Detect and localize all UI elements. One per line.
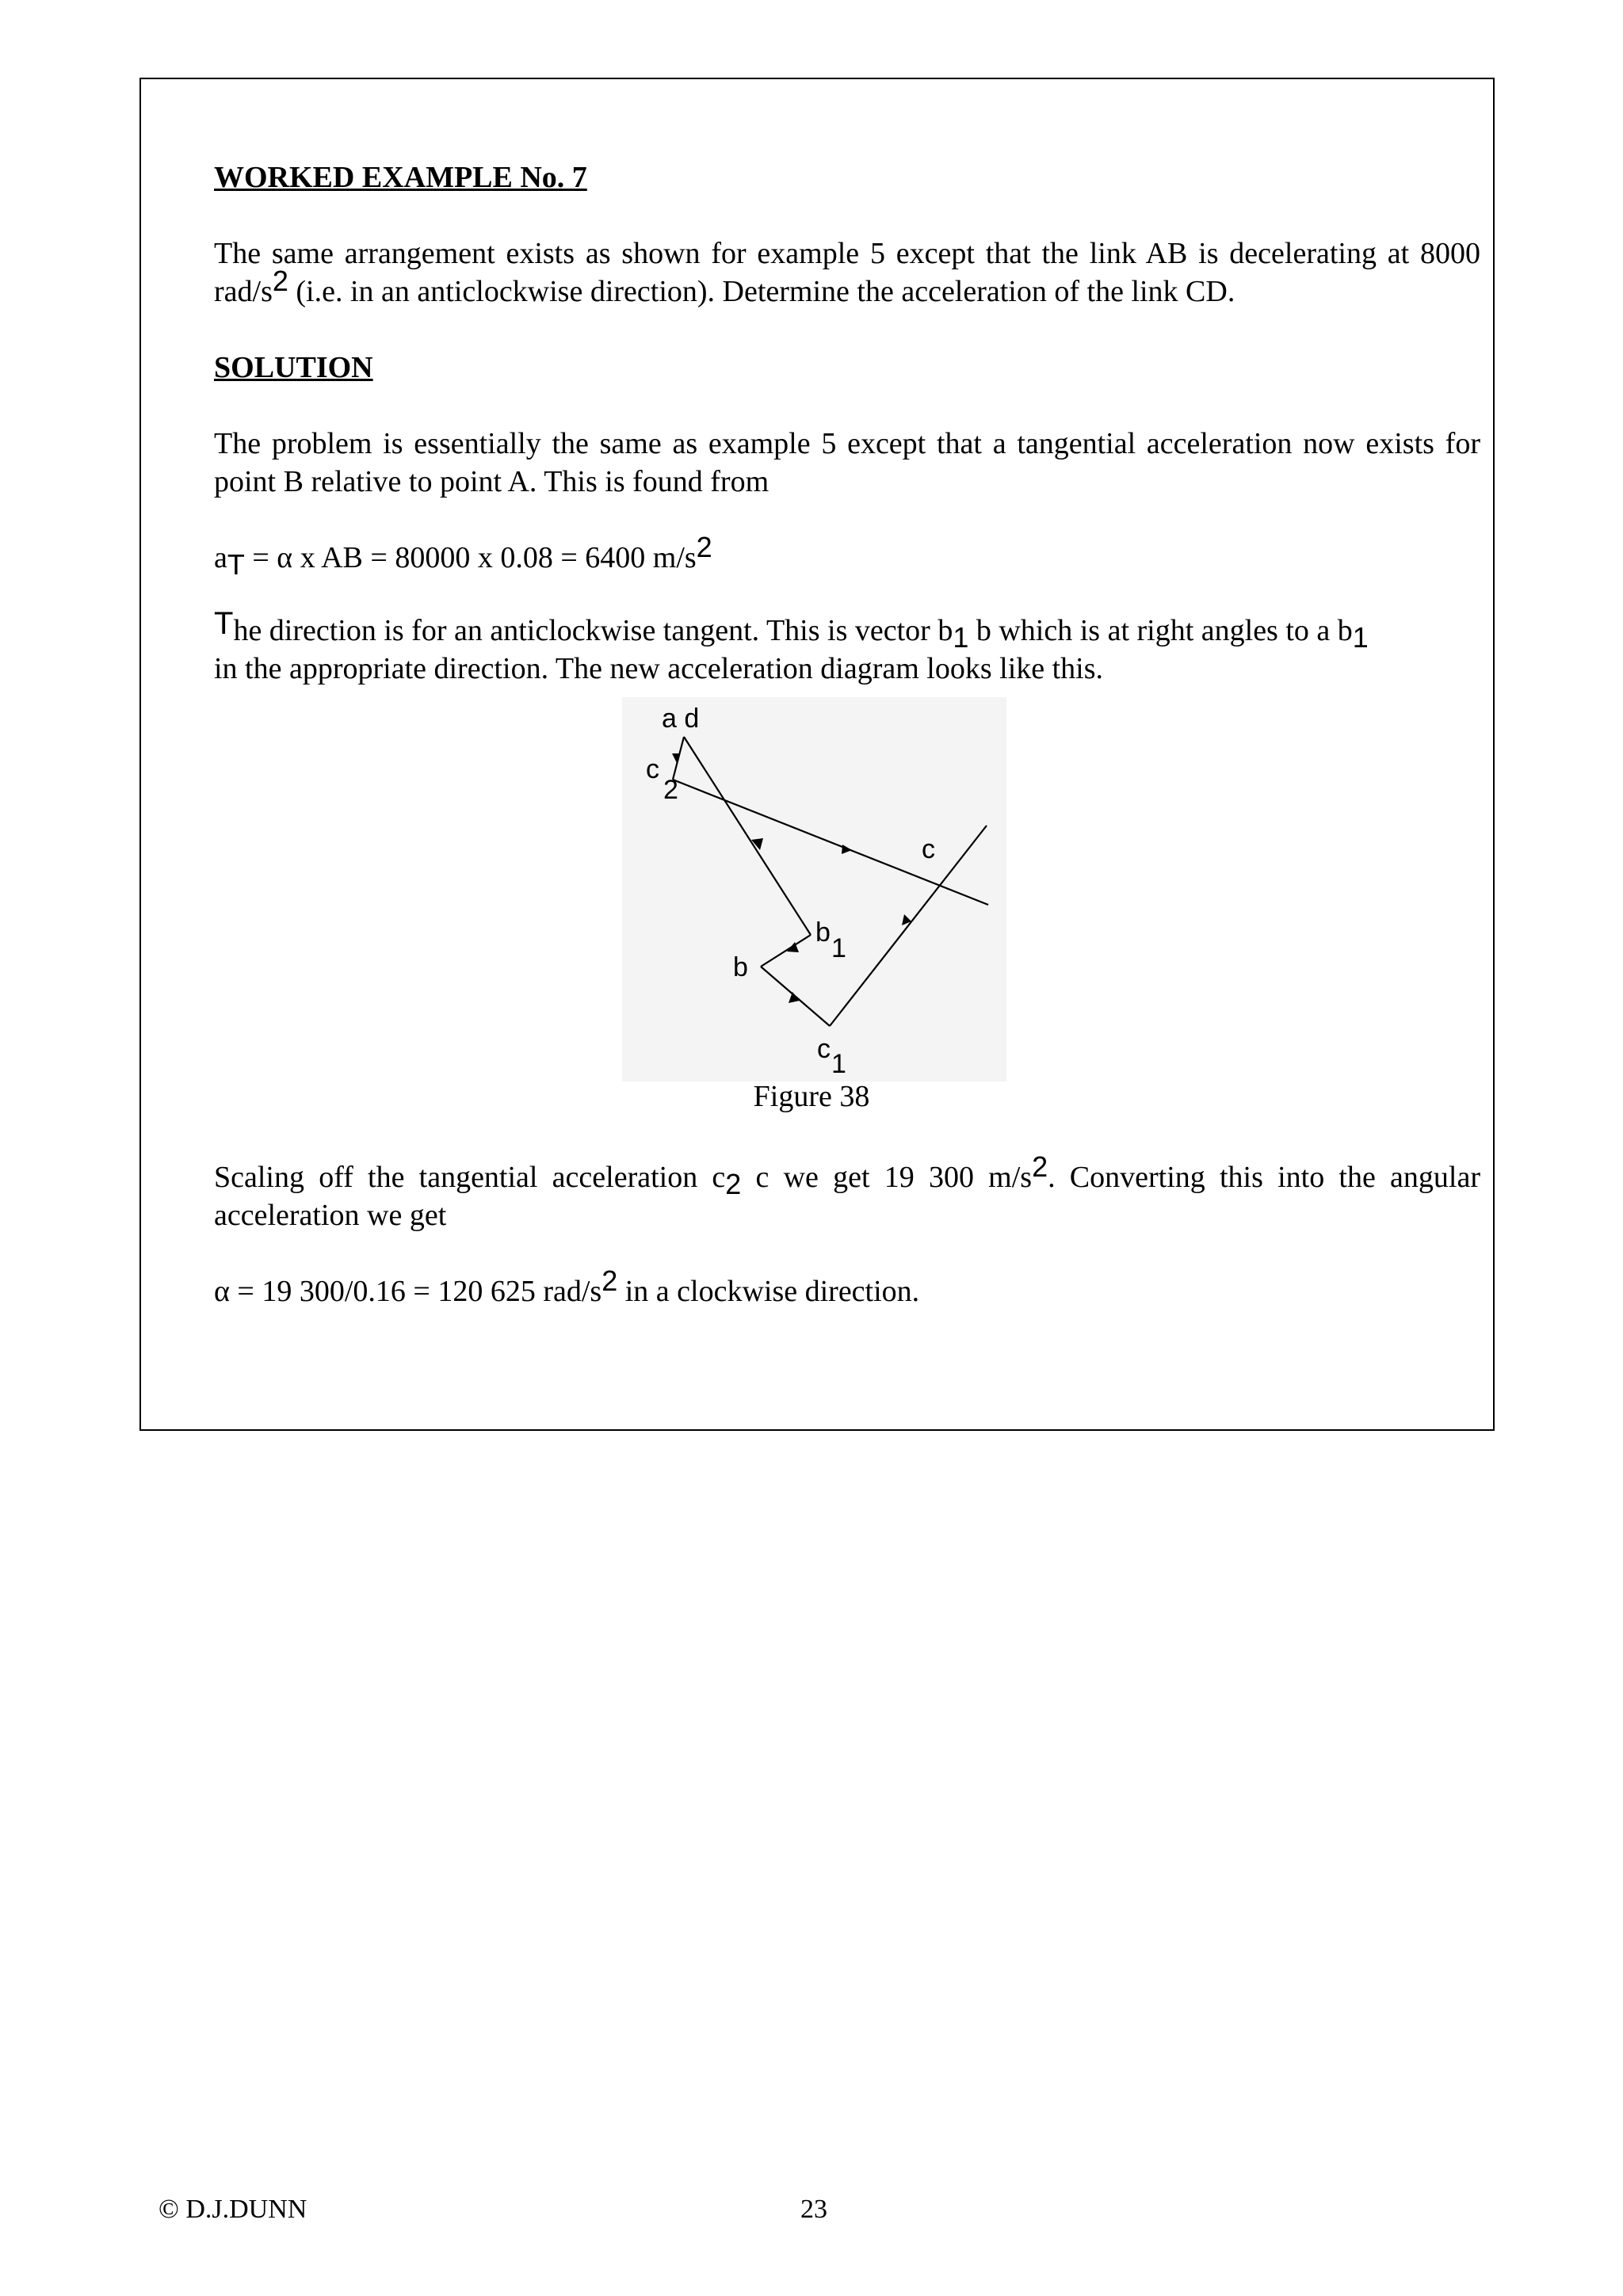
acceleration-diagram-svg: [622, 697, 1006, 1081]
direction-paragraph: The direction is for an anticlockwise tangent. This is vector b1 b which is at right angles to a b1 in the appropriate direction. The new acceleration diagram looks like this.: [214, 606, 1369, 685]
label-c2: c: [646, 754, 659, 784]
problem-line2-post: (i.e. in an anticlockwise direction). Determine the acceleration of the link CD.: [288, 275, 1235, 308]
page-number: 23: [800, 2195, 827, 2224]
solution-paragraph: The problem is essentially the same as example 5 except that a tangential acceleration now exists for point B relative to point A. This is found from: [214, 427, 1480, 498]
arrow-c2-c: [842, 845, 852, 854]
example-heading: WORKED EXAMPLE No. 7: [214, 161, 587, 194]
vector-c2-c: [673, 780, 988, 905]
problem-line1: The same arrangement exists as shown for example 5 except that the link AB is decelerating at: [214, 237, 1410, 270]
problem-line2-pre: 8000 rad/s: [214, 237, 1481, 308]
problem-statement: [214, 235, 1480, 311]
tangential-equation: aT = α x AB = 80000 x 0.08 = 6400 m/s2: [214, 531, 712, 581]
vector-c1-c: [830, 826, 987, 1026]
label-c1-sub: 1: [831, 1049, 846, 1079]
label-c1: c: [817, 1034, 831, 1064]
scaling-paragraph: Scaling off the tangential acceleration c2 c we get 19 300 m/s2. Converting this into the angular acceleration we get: [214, 1150, 1480, 1232]
example-content: [214, 158, 1480, 688]
footer-copyright: © D.J.DUNN: [158, 2195, 307, 2224]
figure-caption: Figure 38: [753, 1080, 870, 1113]
label-a-d: a d: [662, 704, 700, 734]
vector-a-b1: [684, 737, 811, 935]
acceleration-diagram: [622, 697, 1006, 1081]
solution-heading: SOLUTION: [214, 351, 373, 384]
label-b1-sub: 1: [831, 933, 846, 963]
vector-b1-b: [761, 935, 811, 967]
problem-superscript: 2: [272, 265, 288, 298]
label-b: b: [733, 952, 748, 982]
label-b1: b: [815, 917, 831, 948]
angular-equation: α = 19 300/0.16 = 120 625 rad/s2 in a clockwise direction.: [214, 1264, 920, 1308]
label-c2-sub: 2: [663, 775, 678, 805]
result-content: [214, 1150, 1480, 1310]
label-c: c: [922, 834, 935, 864]
